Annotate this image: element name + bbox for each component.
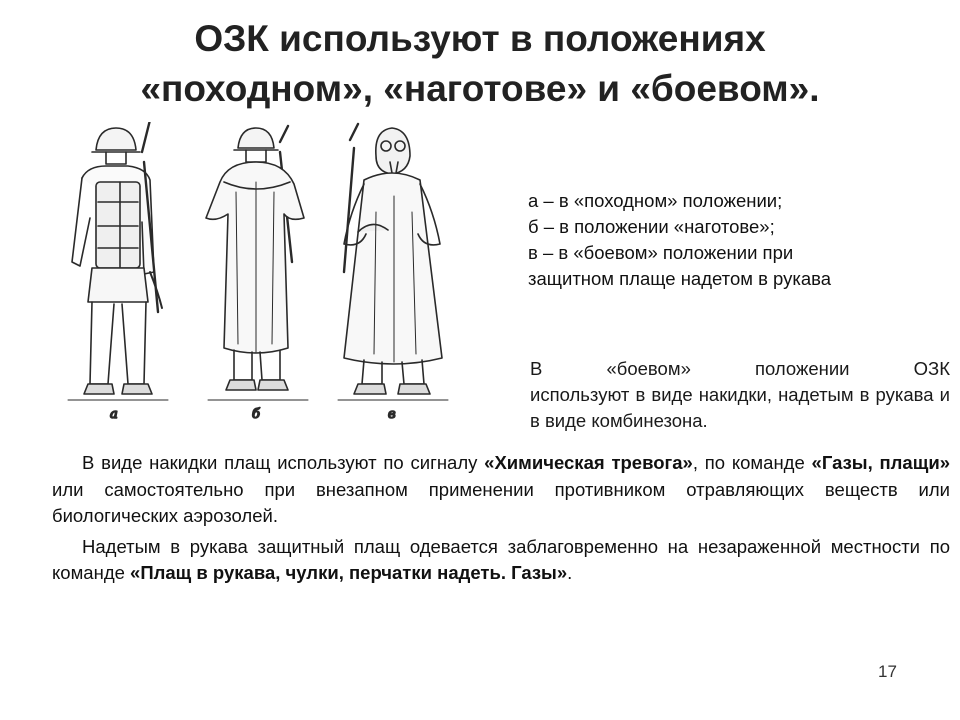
combat-note-line1: В «боевом» положении ОЗК (530, 358, 950, 379)
legend-item-b: б – в положении «наготове»; (528, 216, 775, 237)
title-line-1: ОЗК используют в положениях (194, 18, 766, 59)
paragraph-sleeves-usage (52, 534, 950, 587)
command-cape-in-sleeves: «Плащ в рукава, чулки, перчатки надеть. Газы» (130, 562, 568, 583)
body-text (52, 450, 950, 591)
command-gases-capes: «Газы, плащи» (811, 452, 950, 473)
caption-b: б (252, 407, 260, 422)
figure-legend (528, 188, 948, 292)
protective-suit-illustration (58, 122, 458, 440)
paragraph-cape-usage (52, 450, 950, 530)
combat-note-rest: используют в виде накидки, надетым в рукава и в виде комбинезона. (530, 384, 950, 431)
paragraph1-text-1: В виде накидки плащ используют по сигналу (82, 452, 485, 473)
title-line-2: «походном», «наготове» и «боевом». (140, 68, 820, 109)
caption-a: а (110, 407, 118, 422)
figure-combat-position (338, 124, 448, 400)
combat-position-note (530, 356, 950, 434)
figure-marching-position (68, 122, 168, 400)
page-number: 17 (878, 662, 897, 681)
paragraph2-text-2: . (567, 562, 573, 583)
paragraph1-text-3: или самостоятельно при внезапном применении противником отравляющих веществ или биологических аэрозолей. (52, 478, 950, 526)
legend-item-v: в – в «боевом» положении при (528, 242, 794, 263)
command-chemical-alarm: «Химическая тревога» (484, 452, 693, 473)
slide-title (40, 14, 920, 114)
legend-item-v-continued: защитном плаще надетом в рукава (528, 268, 832, 289)
paragraph2-text-1: Надетым в рукава защитный плащ одевается заблаговременно на незараженной местности по команде (52, 535, 950, 583)
figure-ready-position (206, 126, 308, 400)
legend-item-a: а – в «походном» положении; (528, 190, 783, 211)
caption-v: в (388, 407, 396, 422)
paragraph1-text-2: , по команде (692, 452, 812, 473)
